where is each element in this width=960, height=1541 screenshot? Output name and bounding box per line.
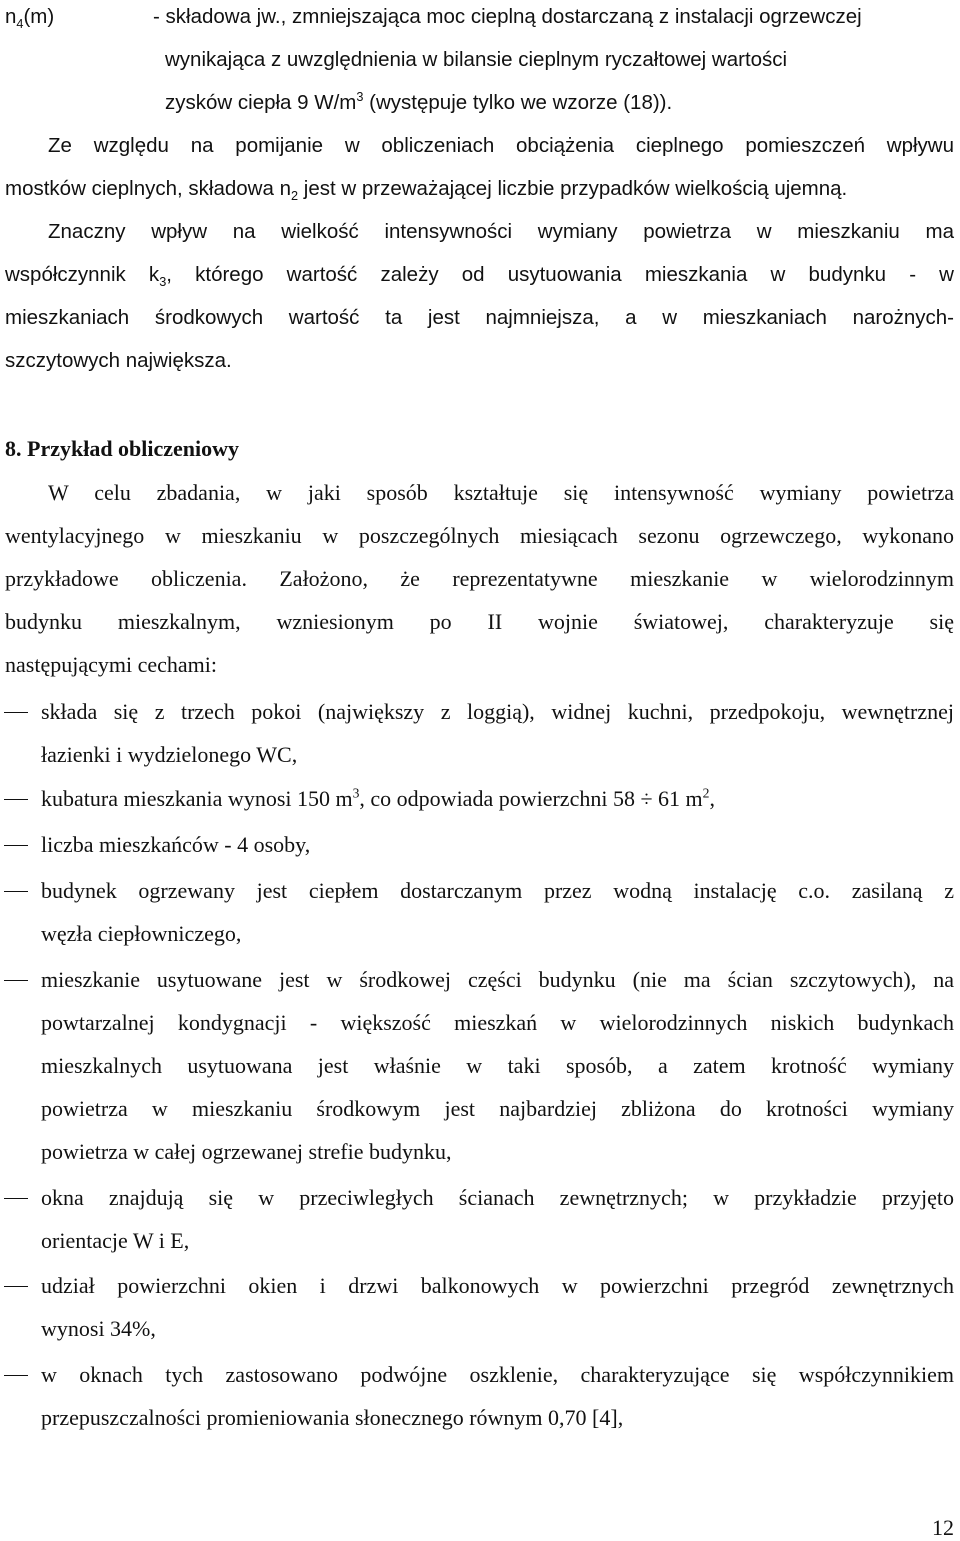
para2-line-1: Znaczny wpływ na wielkość intensywności wymiany powietrza w mieszkaniu ma: [48, 220, 954, 243]
section-para-line-4: budynku mieszkalnym, wzniesionym po II wojnie światowej, charakteryzuje się: [5, 609, 954, 634]
para1-line-1: Ze względu na pomijanie w obliczeniach obciążenia cieplnego pomieszczeń wpływu: [48, 134, 954, 157]
bullet-5-line-1: mieszkanie usytuowane jest w środkowej części budynku (nie ma ścian szczytowych), na: [41, 967, 954, 992]
bullet-1-line-1: składa się z trzech pokoi (największy z loggią), widnej kuchni, przedpokoju, wewnętrznej: [41, 699, 954, 724]
para2-line-3: mieszkaniach środkowych wartość ta jest najmniejsza, a w mieszkaniach narożnych-: [5, 306, 954, 329]
bullet-5-line-2: powtarzalnej kondygnacji - większość mieszkań w wielorodzinnych niskich budynkach: [41, 1010, 954, 1035]
para1-line-2: mostków cieplnych, składowa $n_2$ jest w przeważającej liczbie przypadków wielkością ujemną.: [5, 177, 848, 204]
bullet-8-line-1: w oknach tych zastosowano podwójne oszklenie, charakteryzujące się współczynnikiem: [41, 1362, 954, 1387]
para2-line-4: szczytowych największa.: [5, 349, 232, 372]
bullet-6-line-1: okna znajdują się w przeciwległych ścianach zewnętrznych; w przykładzie przyjęto: [41, 1185, 954, 1210]
bullet-7-line-1: udział powierzchni okien i drzwi balkonowych w powierzchni przegród zewnętrznych: [41, 1273, 954, 1298]
section-para-line-5: następującymi cechami:: [5, 652, 217, 677]
bullet-6-line-2: orientacje W i E,: [41, 1228, 190, 1253]
bullet-3-line-1: liczba mieszkańców - 4 osoby,: [41, 832, 311, 857]
dash-bullet-icon: [4, 1286, 28, 1287]
bullet-8-line-2: przepuszczalności promieniowania słonecznego równym 0,70 [4],: [41, 1405, 624, 1430]
para2-line-2: współczynnik $k_3$, którego wartość zależy od usytuowania mieszkania w budynku - w: [5, 263, 954, 290]
bullet-7-line-2: wynosi 34%,: [41, 1316, 156, 1341]
section-heading: 8. Przykład obliczeniowy: [5, 436, 240, 461]
bullet-5-line-4: powietrza w mieszkaniu środkowym jest najbardziej zbliżona do krotności wymiany: [41, 1096, 954, 1121]
dash-bullet-icon: [4, 891, 28, 892]
definition-line-3: zysków ciepła 9 $W/m^3$ (występuje tylko we wzorze (18)).: [165, 89, 673, 114]
dash-bullet-icon: [4, 980, 28, 981]
division-symbol: ÷: [640, 786, 653, 811]
bullet-2-line-1: kubatura mieszkania wynosi 150 $m^3$, co odpowiada powierzchni 58 ÷ 61 $m^2$,: [41, 785, 715, 811]
definition-line-2: wynikająca z uwzględnienia w bilansie cieplnym ryczałtowej wartości: [165, 48, 788, 71]
section-para-line-1: W celu zbadania, w jaki sposób kształtuje się intensywność wymiany powietrza: [48, 480, 954, 505]
dash-bullet-icon: [4, 1375, 28, 1376]
definition-symbol: $n_4(m)$: [5, 5, 55, 32]
bullet-5-line-5: powietrza w całej ogrzewanej strefie budynku,: [41, 1139, 452, 1164]
page-number: 12: [932, 1515, 954, 1540]
definition-line-1: - składowa jw., zmniejszająca moc cieplną dostarczaną z instalacji ogrzewczej: [153, 5, 862, 28]
section-para-line-3: przykładowe obliczenia. Założono, że reprezentatywne mieszkanie w wielorodzinnym: [5, 566, 954, 591]
dash-bullet-icon: [4, 845, 28, 846]
bullet-5-line-3: mieszkalnych usytuowana jest właśnie w taki sposób, a zatem krotność wymiany: [41, 1053, 954, 1078]
section-para-line-2: wentylacyjnego w mieszkaniu w poszczególnych miesiącach sezonu ogrzewczego, wykonano: [5, 523, 954, 548]
dash-bullet-icon: [4, 799, 28, 800]
bullet-4-line-1: budynek ogrzewany jest ciepłem dostarczanym przez wodną instalację c.o. zasilaną z: [41, 878, 954, 903]
bullet-4-line-2: węzła ciepłowniczego,: [41, 921, 242, 946]
dash-bullet-icon: [4, 1198, 28, 1199]
bullet-1-line-2: łazienki i wydzielonego WC,: [41, 742, 298, 767]
dash-bullet-icon: [4, 712, 28, 713]
